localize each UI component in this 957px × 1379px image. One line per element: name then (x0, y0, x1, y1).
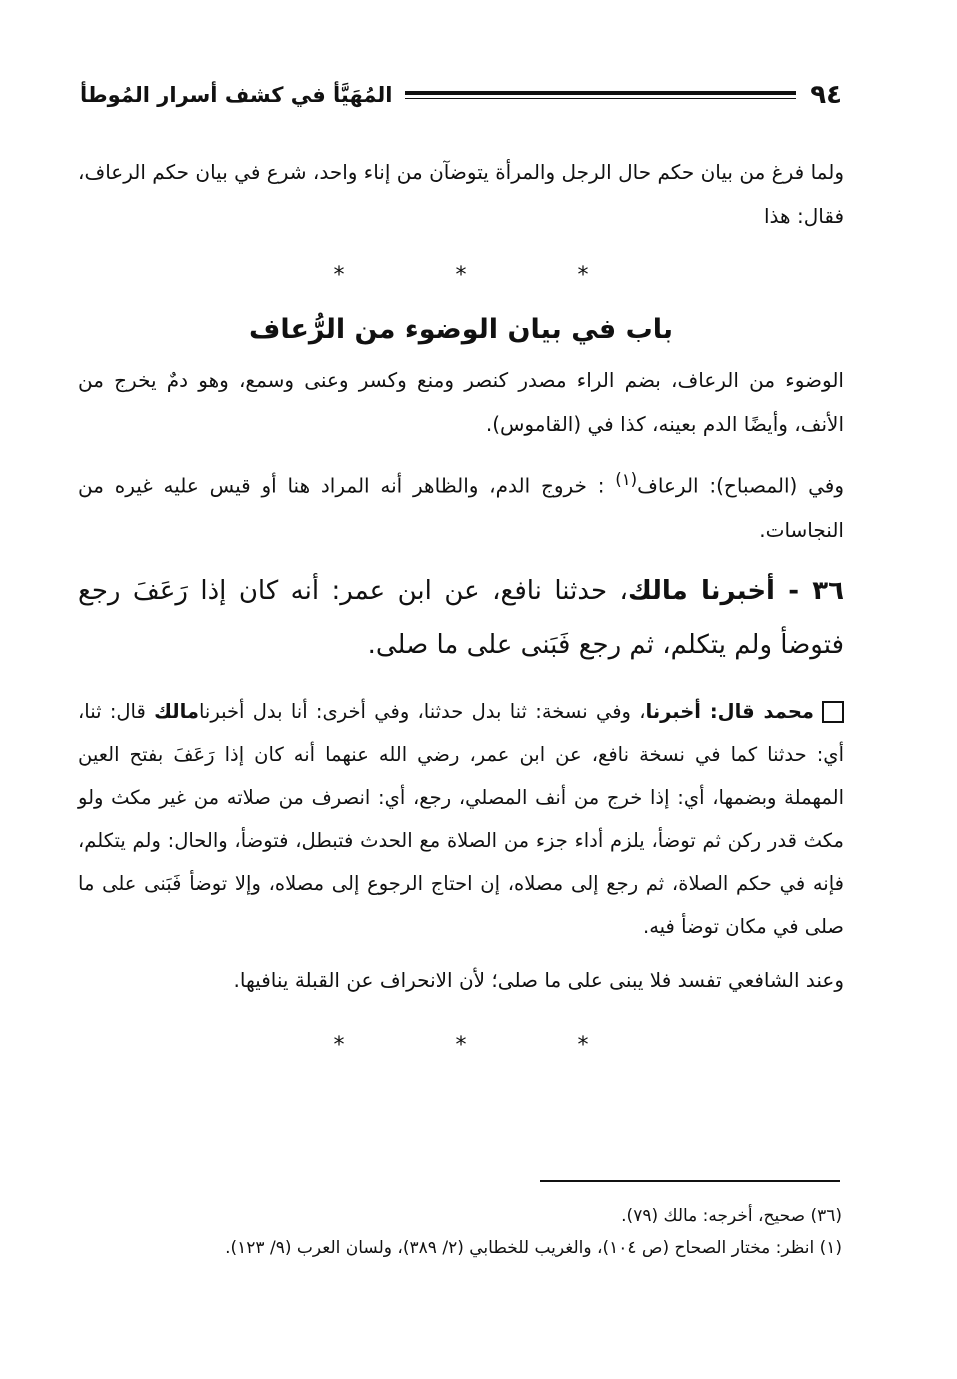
misbah-paragraph: وفي (المصباح): الرعاف$^{(١)}$ : خروج الدم، والظاهر أنه المراد هنا أو قيس عليه غيره من النجاسات. (78, 470, 844, 542)
section-divider-stars: * * * (333, 263, 641, 288)
chapter-title: باب في بيان الوضوء من الرُّعاف (248, 314, 674, 345)
intro-paragraph: ولما فرغ من بيان حكم حال الرجل والمرأة يتوضآن من إناء واحد، شرع في بيان حكم الرعاف، فقال: هذا (78, 160, 844, 228)
footnote-ref: (١) (615, 470, 638, 489)
page-body (78, 150, 844, 1066)
square-marker-icon (822, 701, 844, 723)
footnote-36: (٣٦) صحيح، أخرجه: مالك (٧٩). (621, 1206, 842, 1226)
footnote-rule (540, 1180, 840, 1182)
section-divider-stars-2: * * * (333, 1032, 641, 1058)
footnote-1: (١) انظر: مختار الصحاح (ص ١٠٤)، والغريب للخطابي (٢/ ٣٨٩)، ولسان العرب (٩/ ١٢٣). (225, 1238, 842, 1258)
footnotes (60, 1200, 842, 1264)
book-title: المُهَيَّأ في كشف أسرار المُوطأ (80, 83, 393, 107)
page-header (80, 70, 842, 120)
definition-paragraph: الوضوء من الرعاف، بضم الراء مصدر كنصر ومنع وكسر وعنى وسمع، وهو دمٌ يخرج من الأنف، وأيضًا الدم بعينه، كذا في (القاموس). (78, 368, 844, 436)
commentary-paragraph: محمد قال: أخبرنا، وفي نسخة: ثنا بدل حدثنا، وفي أخرى: أنا بدل أخبرنامالك قال: ثنا، أي: حدثنا كما في نسخة نافع، عن ابن عمر، رضي الله عنهما أنه كان إذا رَعَفَ بفتح العين المهملة وبضمها، أي: إذا خرج من أنف المصلي، رجع، أي: انصرف من صلاته من غير مكث ولو مكث قدر ركن ثم توضأ، يلزم أداء جزء من الصلاة مع الحدث فتبطل، فتوضأ، والحال: ولم يتكلم، فإنه في حكم الصلاة، ثم رجع إلى مصلاه، إن احتاج الرجوع إلى مصلاه، وإلا توضأ فَبَنى على ما صلى في مكان توضأ فيه. (78, 699, 844, 938)
header-rule (405, 91, 797, 99)
page-number: ٩٤ (810, 80, 842, 110)
shafii-paragraph: وعند الشافعي تفسد فلا يبنى على ما صلى؛ لأن الانحراف عن القبلة ينافيها. (233, 967, 844, 992)
hadith-text: ٣٦ - أخبرنا مالك، حدثنا نافع، عن ابن عمر: أنه كان إذا رَعَفَ رجع فتوضأ ولم يتكلم، ثم رجع فَبَنى على ما صلى. (78, 575, 844, 660)
hadith-number: ٣٦ - أخبرنا مالك (627, 575, 844, 606)
